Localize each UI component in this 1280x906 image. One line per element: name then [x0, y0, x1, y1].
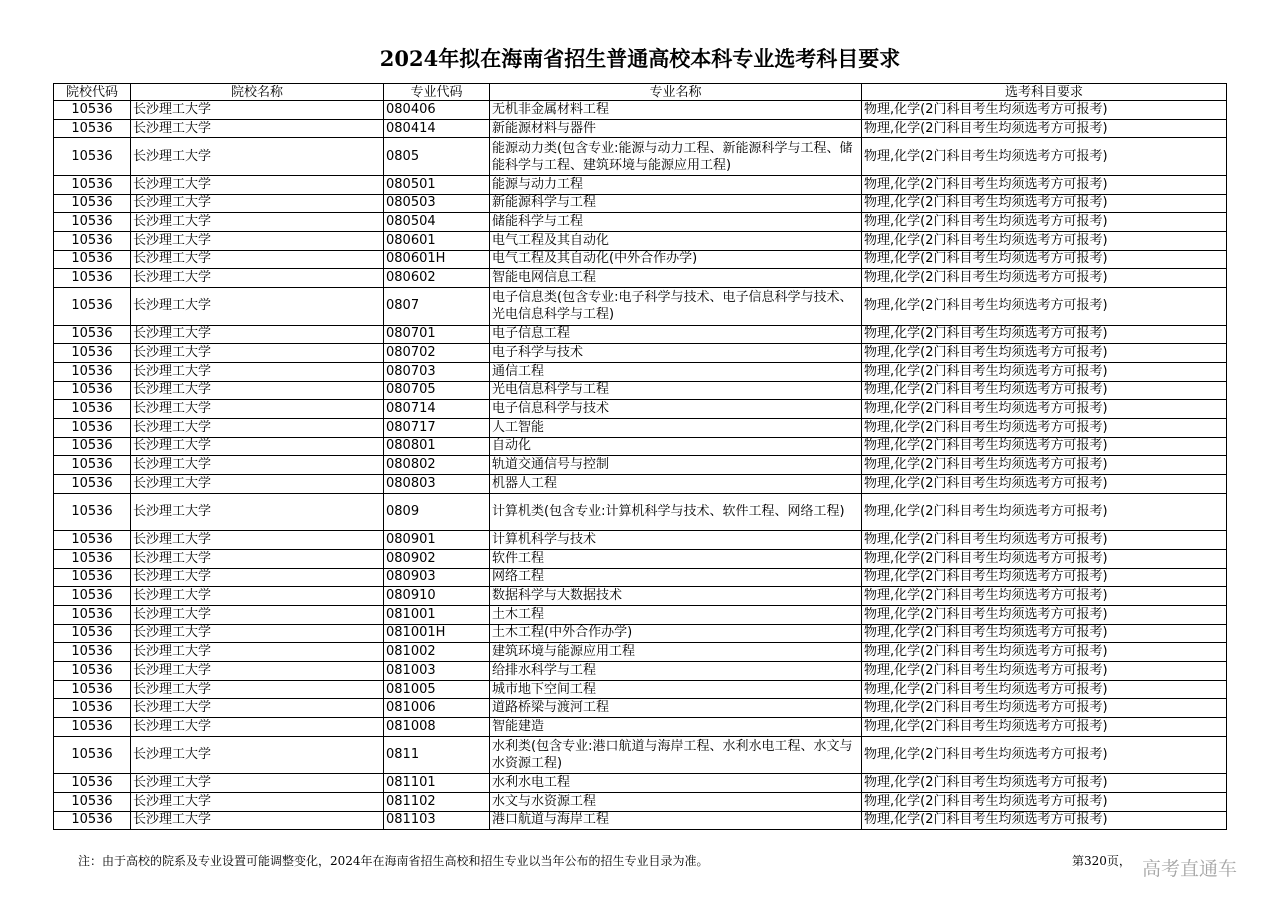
cell-school-code: 10536 [54, 269, 131, 288]
cell-major-name: 电子信息科学与技术 [490, 400, 862, 419]
cell-major-code: 080714 [384, 400, 490, 419]
cell-school-code: 10536 [54, 718, 131, 737]
table-row [54, 475, 1227, 494]
cell-subject-requirement: 物理,化学(2门科目考生均须选考方可报考) [862, 231, 1227, 250]
cell-subject-requirement: 物理,化学(2门科目考生均须选考方可报考) [862, 119, 1227, 138]
cell-school-name: 长沙理工大学 [131, 138, 384, 176]
cell-major-name: 电子信息工程 [490, 325, 862, 344]
subject-requirements-table [53, 83, 1227, 830]
header-major-name: 专业名称 [490, 84, 862, 101]
cell-major-name: 计算机科学与技术 [490, 531, 862, 550]
cell-subject-requirement: 物理,化学(2门科目考生均须选考方可报考) [862, 736, 1227, 774]
table-row [54, 362, 1227, 381]
cell-major-name: 港口航道与海岸工程 [490, 811, 862, 830]
cell-school-name: 长沙理工大学 [131, 568, 384, 587]
cell-major-name: 水利水电工程 [490, 774, 862, 793]
cell-subject-requirement: 物理,化学(2门科目考生均须选考方可报考) [862, 437, 1227, 456]
cell-subject-requirement: 物理,化学(2门科目考生均须选考方可报考) [862, 549, 1227, 568]
cell-major-name: 水利类(包含专业:港口航道与海岸工程、水利水电工程、水文与水资源工程) [490, 736, 862, 774]
cell-school-code: 10536 [54, 662, 131, 681]
cell-subject-requirement: 物理,化学(2门科目考生均须选考方可报考) [862, 138, 1227, 176]
cell-subject-requirement: 物理,化学(2门科目考生均须选考方可报考) [862, 418, 1227, 437]
table-row [54, 381, 1227, 400]
cell-major-code: 080414 [384, 119, 490, 138]
table-row [54, 718, 1227, 737]
table-row [54, 699, 1227, 718]
cell-school-name: 长沙理工大学 [131, 680, 384, 699]
cell-major-name: 电气工程及其自动化 [490, 231, 862, 250]
table-row [54, 269, 1227, 288]
table-row [54, 138, 1227, 176]
cell-major-code: 081008 [384, 718, 490, 737]
cell-school-code: 10536 [54, 531, 131, 550]
cell-major-name: 电子科学与技术 [490, 344, 862, 363]
cell-school-name: 长沙理工大学 [131, 250, 384, 269]
cell-school-name: 长沙理工大学 [131, 774, 384, 793]
cell-subject-requirement: 物理,化学(2门科目考生均须选考方可报考) [862, 325, 1227, 344]
cell-school-code: 10536 [54, 231, 131, 250]
cell-major-code: 081101 [384, 774, 490, 793]
cell-major-code: 080503 [384, 194, 490, 213]
cell-school-name: 长沙理工大学 [131, 269, 384, 288]
cell-school-name: 长沙理工大学 [131, 400, 384, 419]
cell-subject-requirement: 物理,化学(2门科目考生均须选考方可报考) [862, 362, 1227, 381]
cell-school-name: 长沙理工大学 [131, 662, 384, 681]
cell-major-code: 080903 [384, 568, 490, 587]
cell-major-name: 新能源科学与工程 [490, 194, 862, 213]
cell-subject-requirement: 物理,化学(2门科目考生均须选考方可报考) [862, 101, 1227, 120]
cell-school-code: 10536 [54, 774, 131, 793]
cell-major-code: 080801 [384, 437, 490, 456]
cell-major-name: 储能科学与工程 [490, 213, 862, 232]
cell-school-code: 10536 [54, 605, 131, 624]
cell-subject-requirement: 物理,化学(2门科目考生均须选考方可报考) [862, 531, 1227, 550]
table-row [54, 175, 1227, 194]
cell-major-code: 080406 [384, 101, 490, 120]
cell-major-code: 081103 [384, 811, 490, 830]
cell-major-code: 080702 [384, 344, 490, 363]
cell-subject-requirement: 物理,化学(2门科目考生均须选考方可报考) [862, 792, 1227, 811]
cell-major-name: 新能源材料与器件 [490, 119, 862, 138]
cell-school-name: 长沙理工大学 [131, 475, 384, 494]
table-row [54, 213, 1227, 232]
cell-major-code: 0809 [384, 493, 490, 531]
table-body [54, 101, 1227, 830]
cell-subject-requirement: 物理,化学(2门科目考生均须选考方可报考) [862, 288, 1227, 326]
cell-school-name: 长沙理工大学 [131, 288, 384, 326]
cell-school-code: 10536 [54, 792, 131, 811]
cell-major-code: 081005 [384, 680, 490, 699]
cell-major-name: 给排水科学与工程 [490, 662, 862, 681]
cell-subject-requirement: 物理,化学(2门科目考生均须选考方可报考) [862, 624, 1227, 643]
table-row [54, 531, 1227, 550]
cell-major-name: 软件工程 [490, 549, 862, 568]
cell-major-name: 网络工程 [490, 568, 862, 587]
table-row [54, 437, 1227, 456]
table-row [54, 774, 1227, 793]
cell-major-code: 080601H [384, 250, 490, 269]
cell-major-name: 土木工程(中外合作办学) [490, 624, 862, 643]
table-row [54, 288, 1227, 326]
cell-subject-requirement: 物理,化学(2门科目考生均须选考方可报考) [862, 774, 1227, 793]
cell-major-code: 080803 [384, 475, 490, 494]
table-row [54, 194, 1227, 213]
cell-major-name: 计算机类(包含专业:计算机科学与技术、软件工程、网络工程) [490, 493, 862, 531]
cell-school-name: 长沙理工大学 [131, 213, 384, 232]
cell-subject-requirement: 物理,化学(2门科目考生均须选考方可报考) [862, 680, 1227, 699]
cell-major-code: 080902 [384, 549, 490, 568]
cell-school-code: 10536 [54, 475, 131, 494]
cell-school-code: 10536 [54, 325, 131, 344]
cell-major-name: 能源动力类(包含专业:能源与动力工程、新能源科学与工程、储能科学与工程、建筑环境与能源应用工程) [490, 138, 862, 176]
cell-major-name: 自动化 [490, 437, 862, 456]
cell-major-code: 0811 [384, 736, 490, 774]
table-row [54, 643, 1227, 662]
table-row [54, 400, 1227, 419]
cell-school-name: 长沙理工大学 [131, 362, 384, 381]
cell-subject-requirement: 物理,化学(2门科目考生均须选考方可报考) [862, 175, 1227, 194]
cell-subject-requirement: 物理,化学(2门科目考生均须选考方可报考) [862, 568, 1227, 587]
table-row [54, 680, 1227, 699]
table-row [54, 119, 1227, 138]
cell-school-name: 长沙理工大学 [131, 792, 384, 811]
cell-major-code: 0807 [384, 288, 490, 326]
cell-subject-requirement: 物理,化学(2门科目考生均须选考方可报考) [862, 718, 1227, 737]
cell-subject-requirement: 物理,化学(2门科目考生均须选考方可报考) [862, 699, 1227, 718]
table-row [54, 101, 1227, 120]
cell-school-code: 10536 [54, 643, 131, 662]
cell-school-name: 长沙理工大学 [131, 549, 384, 568]
cell-school-code: 10536 [54, 119, 131, 138]
cell-school-code: 10536 [54, 624, 131, 643]
cell-school-name: 长沙理工大学 [131, 624, 384, 643]
cell-subject-requirement: 物理,化学(2门科目考生均须选考方可报考) [862, 662, 1227, 681]
cell-major-name: 建筑环境与能源应用工程 [490, 643, 862, 662]
cell-school-name: 长沙理工大学 [131, 381, 384, 400]
cell-major-code: 081001 [384, 605, 490, 624]
cell-major-name: 道路桥梁与渡河工程 [490, 699, 862, 718]
cell-major-name: 城市地下空间工程 [490, 680, 862, 699]
cell-school-name: 长沙理工大学 [131, 437, 384, 456]
table-row [54, 493, 1227, 531]
table-row [54, 587, 1227, 606]
cell-major-code: 0805 [384, 138, 490, 176]
cell-school-name: 长沙理工大学 [131, 736, 384, 774]
cell-subject-requirement: 物理,化学(2门科目考生均须选考方可报考) [862, 194, 1227, 213]
cell-school-name: 长沙理工大学 [131, 119, 384, 138]
cell-major-name: 无机非金属材料工程 [490, 101, 862, 120]
cell-major-code: 081003 [384, 662, 490, 681]
cell-major-name: 能源与动力工程 [490, 175, 862, 194]
cell-school-code: 10536 [54, 699, 131, 718]
cell-major-name: 电气工程及其自动化(中外合作办学) [490, 250, 862, 269]
cell-school-name: 长沙理工大学 [131, 811, 384, 830]
cell-major-name: 电子信息类(包含专业:电子科学与技术、电子信息科学与技术、光电信息科学与工程) [490, 288, 862, 326]
cell-major-code: 080705 [384, 381, 490, 400]
table-row [54, 418, 1227, 437]
header-school-name: 院校名称 [131, 84, 384, 101]
cell-subject-requirement: 物理,化学(2门科目考生均须选考方可报考) [862, 269, 1227, 288]
cell-school-name: 长沙理工大学 [131, 531, 384, 550]
cell-major-name: 土木工程 [490, 605, 862, 624]
cell-school-name: 长沙理工大学 [131, 231, 384, 250]
cell-school-code: 10536 [54, 587, 131, 606]
table-row [54, 456, 1227, 475]
cell-school-name: 长沙理工大学 [131, 175, 384, 194]
cell-school-name: 长沙理工大学 [131, 718, 384, 737]
cell-school-code: 10536 [54, 568, 131, 587]
table-row [54, 231, 1227, 250]
table-row [54, 568, 1227, 587]
cell-school-code: 10536 [54, 250, 131, 269]
header-school-code: 院校代码 [54, 84, 131, 101]
table-row [54, 792, 1227, 811]
cell-major-code: 080504 [384, 213, 490, 232]
cell-subject-requirement: 物理,化学(2门科目考生均须选考方可报考) [862, 493, 1227, 531]
cell-school-code: 10536 [54, 213, 131, 232]
table-row [54, 344, 1227, 363]
table-row [54, 325, 1227, 344]
cell-subject-requirement: 物理,化学(2门科目考生均须选考方可报考) [862, 811, 1227, 830]
cell-major-code: 081006 [384, 699, 490, 718]
table-row [54, 662, 1227, 681]
cell-subject-requirement: 物理,化学(2门科目考生均须选考方可报考) [862, 400, 1227, 419]
cell-school-code: 10536 [54, 680, 131, 699]
cell-major-code: 081002 [384, 643, 490, 662]
cell-major-name: 通信工程 [490, 362, 862, 381]
cell-school-code: 10536 [54, 493, 131, 531]
footer-note: 注：由于高校的院系及专业设置可能调整变化，2024年在海南省招生高校和招生专业以当年公布的招生专业目录为准。 [78, 854, 709, 868]
header-subject-requirement: 选考科目要求 [862, 84, 1227, 101]
cell-school-name: 长沙理工大学 [131, 699, 384, 718]
cell-major-name: 智能电网信息工程 [490, 269, 862, 288]
cell-school-code: 10536 [54, 175, 131, 194]
cell-major-name: 水文与水资源工程 [490, 792, 862, 811]
cell-subject-requirement: 物理,化学(2门科目考生均须选考方可报考) [862, 605, 1227, 624]
cell-school-name: 长沙理工大学 [131, 418, 384, 437]
cell-subject-requirement: 物理,化学(2门科目考生均须选考方可报考) [862, 250, 1227, 269]
cell-school-name: 长沙理工大学 [131, 101, 384, 120]
cell-school-code: 10536 [54, 194, 131, 213]
cell-subject-requirement: 物理,化学(2门科目考生均须选考方可报考) [862, 344, 1227, 363]
cell-school-code: 10536 [54, 101, 131, 120]
cell-major-code: 080901 [384, 531, 490, 550]
cell-subject-requirement: 物理,化学(2门科目考生均须选考方可报考) [862, 456, 1227, 475]
cell-subject-requirement: 物理,化学(2门科目考生均须选考方可报考) [862, 475, 1227, 494]
cell-major-code: 080602 [384, 269, 490, 288]
table-row [54, 811, 1227, 830]
cell-school-code: 10536 [54, 811, 131, 830]
cell-school-code: 10536 [54, 437, 131, 456]
cell-subject-requirement: 物理,化学(2门科目考生均须选考方可报考) [862, 587, 1227, 606]
cell-major-name: 机器人工程 [490, 475, 862, 494]
cell-subject-requirement: 物理,化学(2门科目考生均须选考方可报考) [862, 643, 1227, 662]
cell-major-name: 轨道交通信号与控制 [490, 456, 862, 475]
cell-major-name: 智能建造 [490, 718, 862, 737]
cell-school-code: 10536 [54, 418, 131, 437]
cell-major-name: 数据科学与大数据技术 [490, 587, 862, 606]
table-row [54, 624, 1227, 643]
header-major-code: 专业代码 [384, 84, 490, 101]
cell-school-code: 10536 [54, 549, 131, 568]
cell-major-code: 080703 [384, 362, 490, 381]
cell-major-code: 081001H [384, 624, 490, 643]
cell-school-code: 10536 [54, 362, 131, 381]
cell-major-name: 人工智能 [490, 418, 862, 437]
cell-major-code: 080910 [384, 587, 490, 606]
cell-major-code: 080802 [384, 456, 490, 475]
cell-school-name: 长沙理工大学 [131, 194, 384, 213]
cell-major-code: 080501 [384, 175, 490, 194]
cell-school-name: 长沙理工大学 [131, 587, 384, 606]
page-number: 第320页， [1072, 854, 1131, 868]
cell-school-code: 10536 [54, 138, 131, 176]
cell-school-name: 长沙理工大学 [131, 643, 384, 662]
cell-subject-requirement: 物理,化学(2门科目考生均须选考方可报考) [862, 381, 1227, 400]
cell-school-code: 10536 [54, 400, 131, 419]
cell-major-code: 080717 [384, 418, 490, 437]
cell-major-code: 080601 [384, 231, 490, 250]
cell-school-code: 10536 [54, 381, 131, 400]
table-row [54, 549, 1227, 568]
cell-school-name: 长沙理工大学 [131, 325, 384, 344]
cell-school-name: 长沙理工大学 [131, 456, 384, 475]
table-row [54, 605, 1227, 624]
cell-subject-requirement: 物理,化学(2门科目考生均须选考方可报考) [862, 213, 1227, 232]
table-row [54, 736, 1227, 774]
cell-major-code: 080701 [384, 325, 490, 344]
table-header-row [54, 84, 1227, 101]
cell-school-name: 长沙理工大学 [131, 493, 384, 531]
watermark: 高考直通车 [1142, 858, 1238, 880]
cell-school-code: 10536 [54, 736, 131, 774]
cell-school-code: 10536 [54, 344, 131, 363]
cell-school-name: 长沙理工大学 [131, 344, 384, 363]
cell-school-code: 10536 [54, 288, 131, 326]
cell-major-name: 光电信息科学与工程 [490, 381, 862, 400]
table-row [54, 250, 1227, 269]
cell-school-name: 长沙理工大学 [131, 605, 384, 624]
cell-school-code: 10536 [54, 456, 131, 475]
cell-major-code: 081102 [384, 792, 490, 811]
page-title: 2024年拟在海南省招生普通高校本科专业选考科目要求 [379, 46, 901, 71]
